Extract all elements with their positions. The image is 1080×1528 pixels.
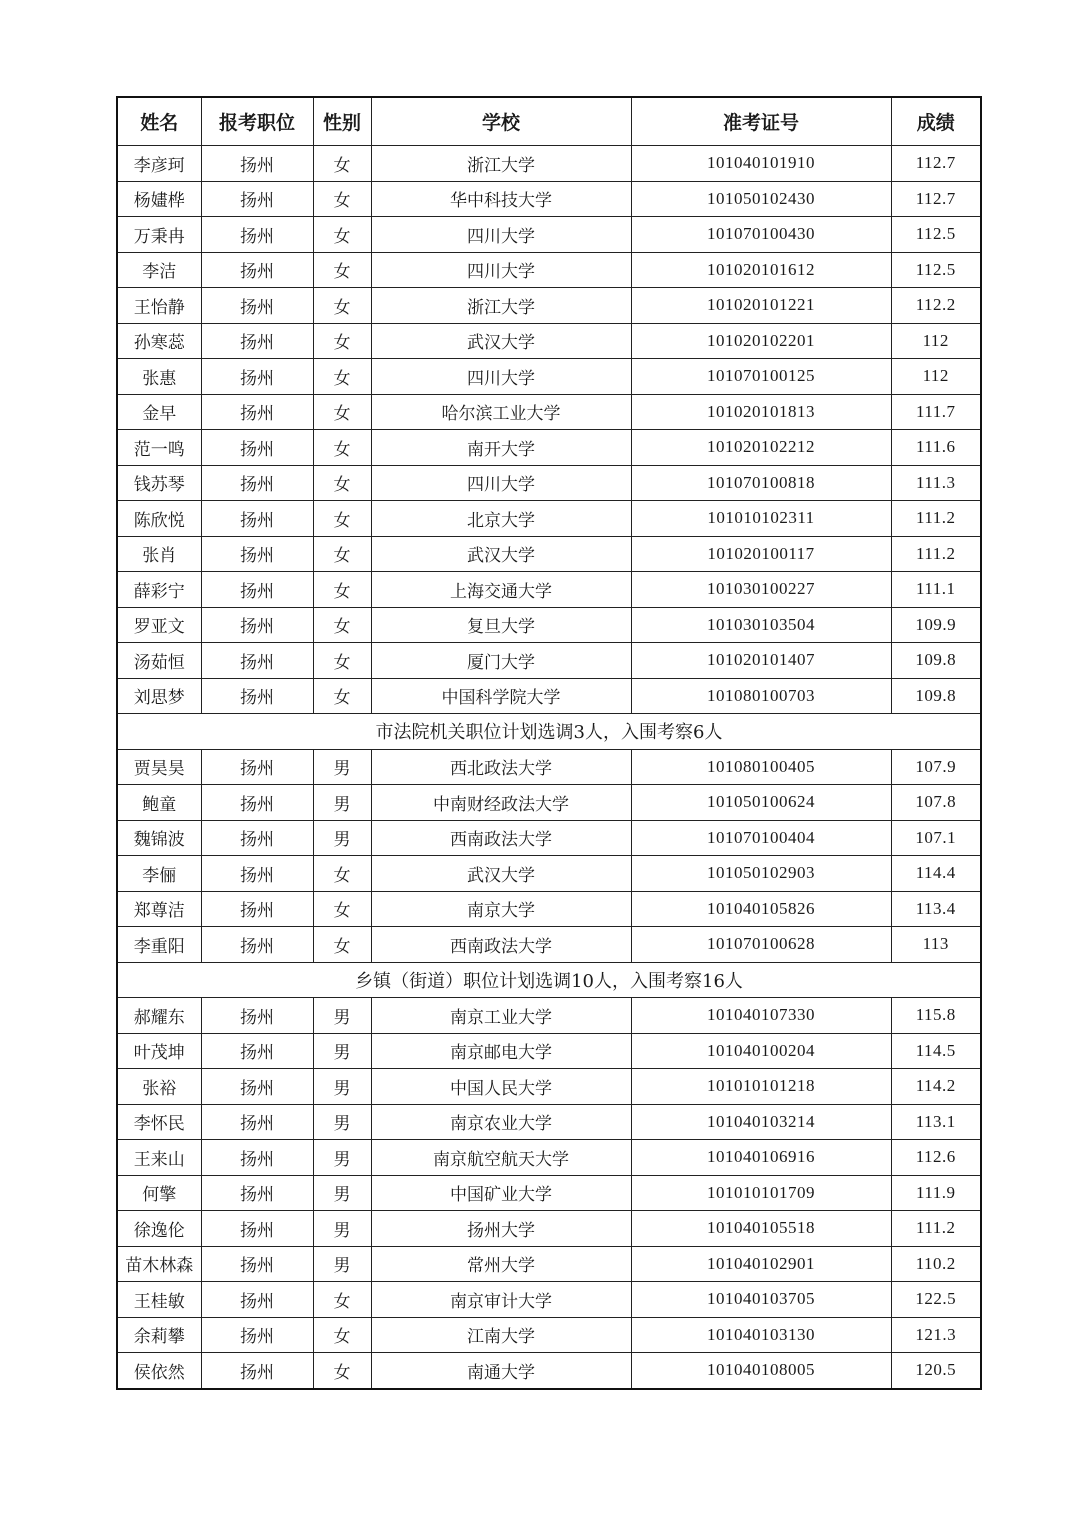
cell-score: 111.2 <box>891 501 981 537</box>
table-row <box>117 1282 981 1318</box>
cell-position: 扬州 <box>201 465 313 501</box>
header-name: 姓名 <box>117 97 201 146</box>
cell-gender: 女 <box>313 394 371 430</box>
cell-gender: 女 <box>313 536 371 572</box>
cell-name: 何擎 <box>117 1175 201 1211</box>
cell-position: 扬州 <box>201 252 313 288</box>
table-row <box>117 430 981 466</box>
table-row <box>117 998 981 1034</box>
cell-name: 孙寒蕊 <box>117 323 201 359</box>
table-row <box>117 1104 981 1140</box>
cell-position: 扬州 <box>201 1033 313 1069</box>
cell-position: 扬州 <box>201 1317 313 1353</box>
cell-score: 107.9 <box>891 749 981 785</box>
cell-exam-id: 101050102430 <box>631 181 891 217</box>
cell-school: 浙江大学 <box>371 288 631 324</box>
cell-name: 钱苏琴 <box>117 465 201 501</box>
table-row <box>117 323 981 359</box>
cell-position: 扬州 <box>201 749 313 785</box>
section-title: 市法院机关职位计划选调3人，入围考察6人 <box>117 714 981 750</box>
cell-gender: 男 <box>313 1211 371 1247</box>
cell-name: 陈欣悦 <box>117 501 201 537</box>
table-row <box>117 1140 981 1176</box>
cell-score: 109.8 <box>891 678 981 714</box>
cell-name: 刘思梦 <box>117 678 201 714</box>
cell-score: 107.8 <box>891 785 981 821</box>
cell-score: 114.5 <box>891 1033 981 1069</box>
header-score: 成绩 <box>891 97 981 146</box>
cell-position: 扬州 <box>201 394 313 430</box>
section-row <box>117 962 981 998</box>
cell-position: 扬州 <box>201 785 313 821</box>
table-body <box>117 146 981 1389</box>
cell-name: 张裕 <box>117 1069 201 1105</box>
cell-gender: 男 <box>313 820 371 856</box>
cell-score: 111.2 <box>891 536 981 572</box>
cell-name: 侯依然 <box>117 1353 201 1389</box>
cell-score: 122.5 <box>891 1282 981 1318</box>
cell-gender: 男 <box>313 1246 371 1282</box>
cell-gender: 男 <box>313 1140 371 1176</box>
table-row <box>117 252 981 288</box>
cell-score: 112 <box>891 323 981 359</box>
cell-exam-id: 101040105826 <box>631 891 891 927</box>
cell-school: 哈尔滨工业大学 <box>371 394 631 430</box>
cell-position: 扬州 <box>201 607 313 643</box>
cell-school: 四川大学 <box>371 217 631 253</box>
cell-exam-id: 101040102901 <box>631 1246 891 1282</box>
cell-gender: 女 <box>313 1282 371 1318</box>
table-row <box>117 1033 981 1069</box>
cell-school: 常州大学 <box>371 1246 631 1282</box>
cell-school: 中南财经政法大学 <box>371 785 631 821</box>
cell-school: 武汉大学 <box>371 323 631 359</box>
cell-exam-id: 101020100117 <box>631 536 891 572</box>
cell-position: 扬州 <box>201 643 313 679</box>
cell-exam-id: 101020102201 <box>631 323 891 359</box>
table-row <box>117 1317 981 1353</box>
table-row <box>117 927 981 963</box>
cell-position: 扬州 <box>201 146 313 182</box>
cell-score: 111.1 <box>891 572 981 608</box>
cell-school: 中国矿业大学 <box>371 1175 631 1211</box>
cell-school: 南京航空航天大学 <box>371 1140 631 1176</box>
cell-score: 107.1 <box>891 820 981 856</box>
cell-score: 112 <box>891 359 981 395</box>
cell-gender: 男 <box>313 1175 371 1211</box>
cell-position: 扬州 <box>201 430 313 466</box>
table-row <box>117 1246 981 1282</box>
cell-name: 郑尊洁 <box>117 891 201 927</box>
cell-position: 扬州 <box>201 891 313 927</box>
cell-gender: 女 <box>313 359 371 395</box>
cell-gender: 女 <box>313 572 371 608</box>
cell-name: 范一鸣 <box>117 430 201 466</box>
cell-name: 郝耀东 <box>117 998 201 1034</box>
cell-school: 武汉大学 <box>371 856 631 892</box>
cell-score: 115.8 <box>891 998 981 1034</box>
cell-gender: 女 <box>313 323 371 359</box>
results-table <box>116 96 982 1390</box>
cell-score: 111.2 <box>891 1211 981 1247</box>
cell-score: 112.7 <box>891 146 981 182</box>
cell-exam-id: 101050100624 <box>631 785 891 821</box>
cell-score: 112.7 <box>891 181 981 217</box>
header-row <box>117 97 981 146</box>
cell-school: 西南政法大学 <box>371 927 631 963</box>
cell-school: 南京工业大学 <box>371 998 631 1034</box>
table-row <box>117 820 981 856</box>
cell-gender: 男 <box>313 1033 371 1069</box>
cell-exam-id: 101040101910 <box>631 146 891 182</box>
cell-position: 扬州 <box>201 217 313 253</box>
cell-exam-id: 101080100703 <box>631 678 891 714</box>
table-row <box>117 536 981 572</box>
cell-position: 扬州 <box>201 1246 313 1282</box>
table-row <box>117 643 981 679</box>
cell-gender: 女 <box>313 430 371 466</box>
cell-school: 华中科技大学 <box>371 181 631 217</box>
cell-name: 杨嫿桦 <box>117 181 201 217</box>
cell-school: 四川大学 <box>371 359 631 395</box>
cell-name: 苗木林森 <box>117 1246 201 1282</box>
cell-score: 121.3 <box>891 1317 981 1353</box>
cell-position: 扬州 <box>201 856 313 892</box>
cell-score: 111.3 <box>891 465 981 501</box>
cell-position: 扬州 <box>201 998 313 1034</box>
table-row <box>117 217 981 253</box>
cell-exam-id: 101070100125 <box>631 359 891 395</box>
cell-position: 扬州 <box>201 1175 313 1211</box>
cell-exam-id: 101020102212 <box>631 430 891 466</box>
cell-position: 扬州 <box>201 1104 313 1140</box>
header-position: 报考职位 <box>201 97 313 146</box>
cell-gender: 女 <box>313 1317 371 1353</box>
cell-name: 魏锦波 <box>117 820 201 856</box>
cell-position: 扬州 <box>201 181 313 217</box>
cell-school: 南京邮电大学 <box>371 1033 631 1069</box>
table-row <box>117 607 981 643</box>
cell-school: 厦门大学 <box>371 643 631 679</box>
table-row <box>117 891 981 927</box>
cell-name: 张肖 <box>117 536 201 572</box>
cell-name: 贾昊昊 <box>117 749 201 785</box>
cell-name: 张惠 <box>117 359 201 395</box>
cell-score: 110.2 <box>891 1246 981 1282</box>
table-row <box>117 146 981 182</box>
section-title: 乡镇（街道）职位计划选调10人，入围考察16人 <box>117 962 981 998</box>
cell-name: 金早 <box>117 394 201 430</box>
cell-score: 112.5 <box>891 217 981 253</box>
cell-position: 扬州 <box>201 927 313 963</box>
cell-position: 扬州 <box>201 323 313 359</box>
table-row <box>117 359 981 395</box>
cell-school: 南京大学 <box>371 891 631 927</box>
cell-gender: 女 <box>313 252 371 288</box>
cell-name: 鲍童 <box>117 785 201 821</box>
cell-school: 南开大学 <box>371 430 631 466</box>
cell-gender: 女 <box>313 1353 371 1389</box>
cell-gender: 女 <box>313 146 371 182</box>
cell-score: 111.7 <box>891 394 981 430</box>
cell-school: 浙江大学 <box>371 146 631 182</box>
cell-name: 王桂敏 <box>117 1282 201 1318</box>
cell-position: 扬州 <box>201 1353 313 1389</box>
cell-score: 112.6 <box>891 1140 981 1176</box>
cell-school: 扬州大学 <box>371 1211 631 1247</box>
cell-exam-id: 101040106916 <box>631 1140 891 1176</box>
cell-score: 111.6 <box>891 430 981 466</box>
cell-position: 扬州 <box>201 536 313 572</box>
cell-name: 叶茂坤 <box>117 1033 201 1069</box>
cell-school: 西南政法大学 <box>371 820 631 856</box>
table-row <box>117 465 981 501</box>
cell-school: 北京大学 <box>371 501 631 537</box>
cell-school: 中国科学院大学 <box>371 678 631 714</box>
cell-score: 113 <box>891 927 981 963</box>
cell-position: 扬州 <box>201 1211 313 1247</box>
cell-exam-id: 101040103130 <box>631 1317 891 1353</box>
cell-exam-id: 101040105518 <box>631 1211 891 1247</box>
cell-exam-id: 101050102903 <box>631 856 891 892</box>
cell-gender: 男 <box>313 785 371 821</box>
cell-gender: 男 <box>313 1069 371 1105</box>
table-row <box>117 1069 981 1105</box>
cell-name: 李重阳 <box>117 927 201 963</box>
table-row <box>117 181 981 217</box>
cell-name: 薛彩宁 <box>117 572 201 608</box>
cell-name: 李怀民 <box>117 1104 201 1140</box>
cell-exam-id: 101040107330 <box>631 998 891 1034</box>
cell-score: 112.2 <box>891 288 981 324</box>
cell-gender: 女 <box>313 465 371 501</box>
cell-school: 上海交通大学 <box>371 572 631 608</box>
cell-gender: 女 <box>313 217 371 253</box>
cell-name: 李俪 <box>117 856 201 892</box>
cell-exam-id: 101030103504 <box>631 607 891 643</box>
cell-exam-id: 101070100430 <box>631 217 891 253</box>
cell-name: 李洁 <box>117 252 201 288</box>
cell-score: 113.1 <box>891 1104 981 1140</box>
table-row <box>117 394 981 430</box>
cell-gender: 女 <box>313 288 371 324</box>
cell-school: 中国人民大学 <box>371 1069 631 1105</box>
cell-exam-id: 101070100404 <box>631 820 891 856</box>
cell-position: 扬州 <box>201 1140 313 1176</box>
cell-exam-id: 101040103705 <box>631 1282 891 1318</box>
table-row <box>117 572 981 608</box>
cell-score: 114.2 <box>891 1069 981 1105</box>
cell-exam-id: 101040108005 <box>631 1353 891 1389</box>
cell-gender: 女 <box>313 678 371 714</box>
cell-position: 扬州 <box>201 359 313 395</box>
cell-exam-id: 101080100405 <box>631 749 891 785</box>
cell-exam-id: 101020101813 <box>631 394 891 430</box>
table-row <box>117 1211 981 1247</box>
cell-position: 扬州 <box>201 572 313 608</box>
cell-score: 109.9 <box>891 607 981 643</box>
cell-position: 扬州 <box>201 501 313 537</box>
cell-school: 四川大学 <box>371 252 631 288</box>
cell-gender: 女 <box>313 643 371 679</box>
cell-exam-id: 101020101221 <box>631 288 891 324</box>
cell-name: 汤茹恒 <box>117 643 201 679</box>
cell-exam-id: 101010102311 <box>631 501 891 537</box>
cell-school: 西北政法大学 <box>371 749 631 785</box>
cell-gender: 女 <box>313 856 371 892</box>
cell-school: 四川大学 <box>371 465 631 501</box>
cell-score: 114.4 <box>891 856 981 892</box>
cell-gender: 女 <box>313 607 371 643</box>
header-school: 学校 <box>371 97 631 146</box>
cell-gender: 女 <box>313 891 371 927</box>
table-row <box>117 288 981 324</box>
cell-name: 万秉冉 <box>117 217 201 253</box>
cell-school: 南京农业大学 <box>371 1104 631 1140</box>
cell-exam-id: 101010101218 <box>631 1069 891 1105</box>
cell-position: 扬州 <box>201 288 313 324</box>
section-row <box>117 714 981 750</box>
cell-score: 120.5 <box>891 1353 981 1389</box>
cell-gender: 男 <box>313 1104 371 1140</box>
cell-exam-id: 101020101612 <box>631 252 891 288</box>
cell-exam-id: 101010101709 <box>631 1175 891 1211</box>
cell-exam-id: 101070100818 <box>631 465 891 501</box>
cell-school: 南通大学 <box>371 1353 631 1389</box>
cell-name: 罗亚文 <box>117 607 201 643</box>
cell-name: 王怡静 <box>117 288 201 324</box>
cell-position: 扬州 <box>201 1282 313 1318</box>
cell-score: 112.5 <box>891 252 981 288</box>
table-row <box>117 1353 981 1389</box>
table-row <box>117 785 981 821</box>
cell-name: 王来山 <box>117 1140 201 1176</box>
table-row <box>117 749 981 785</box>
cell-school: 武汉大学 <box>371 536 631 572</box>
cell-exam-id: 101040100204 <box>631 1033 891 1069</box>
table-row <box>117 1175 981 1211</box>
cell-name: 李彦珂 <box>117 146 201 182</box>
cell-exam-id: 101020101407 <box>631 643 891 679</box>
header-gender: 性别 <box>313 97 371 146</box>
cell-gender: 男 <box>313 998 371 1034</box>
cell-exam-id: 101040103214 <box>631 1104 891 1140</box>
cell-school: 南京审计大学 <box>371 1282 631 1318</box>
cell-gender: 女 <box>313 181 371 217</box>
cell-position: 扬州 <box>201 1069 313 1105</box>
header-exam-id: 准考证号 <box>631 97 891 146</box>
table-row <box>117 501 981 537</box>
table-row <box>117 678 981 714</box>
table-row <box>117 856 981 892</box>
cell-gender: 男 <box>313 749 371 785</box>
cell-name: 徐逸伦 <box>117 1211 201 1247</box>
cell-score: 111.9 <box>891 1175 981 1211</box>
cell-school: 江南大学 <box>371 1317 631 1353</box>
cell-score: 113.4 <box>891 891 981 927</box>
cell-gender: 女 <box>313 501 371 537</box>
cell-position: 扬州 <box>201 820 313 856</box>
cell-position: 扬州 <box>201 678 313 714</box>
cell-score: 109.8 <box>891 643 981 679</box>
cell-exam-id: 101070100628 <box>631 927 891 963</box>
cell-exam-id: 101030100227 <box>631 572 891 608</box>
cell-gender: 女 <box>313 927 371 963</box>
cell-school: 复旦大学 <box>371 607 631 643</box>
cell-name: 余莉攀 <box>117 1317 201 1353</box>
